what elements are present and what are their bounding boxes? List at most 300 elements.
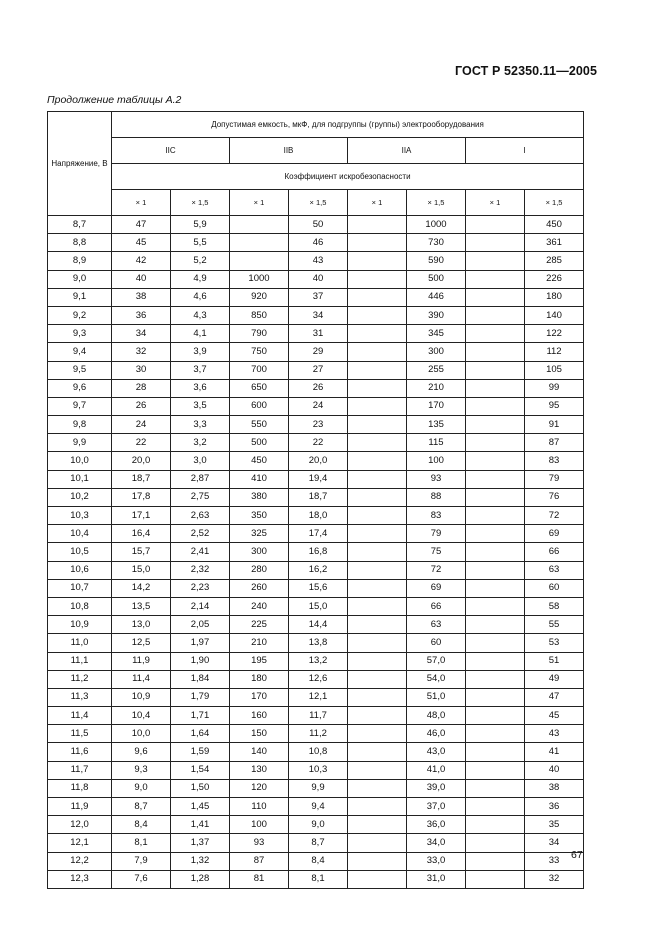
capacitance-cell: 2,05 [171,616,230,634]
capacitance-cell: 43 [525,725,584,743]
capacitance-cell: 31,0 [407,870,466,888]
capacitance-cell [466,634,525,652]
capacitance-cell [348,270,407,288]
voltage-cell: 11,8 [48,779,112,797]
capacitance-cell: 1,84 [171,670,230,688]
capacitance-cell [466,452,525,470]
table-row [48,434,584,452]
capacitance-cell: 5,5 [171,234,230,252]
capacitance-cell: 590 [407,252,466,270]
capacitance-cell: 18,0 [289,507,348,525]
capacitance-cell: 34 [112,325,171,343]
capacitance-cell: 17,1 [112,507,171,525]
capacitance-cell: 11,9 [112,652,171,670]
capacitance-cell: 27 [289,361,348,379]
voltage-cell: 11,6 [48,743,112,761]
capacitance-cell: 26 [289,379,348,397]
capacitance-cell: 600 [230,397,289,415]
voltage-cell: 9,0 [48,270,112,288]
table-row [48,652,584,670]
capacitance-cell [466,816,525,834]
capacitance-cell [348,288,407,306]
capacitance-cell [466,234,525,252]
capacitance-cell: 3,5 [171,397,230,415]
capacitance-cell: 15,6 [289,579,348,597]
table-row [48,361,584,379]
capacitance-cell [348,325,407,343]
capacitance-cell: 180 [525,288,584,306]
capacitance-cell: 83 [407,507,466,525]
capacitance-cell: 100 [407,452,466,470]
capacitance-cell: 8,4 [112,816,171,834]
capacitance-cell: 1,28 [171,870,230,888]
capacitance-cell: 140 [230,743,289,761]
table-row [48,616,584,634]
capacitance-cell: 22 [112,434,171,452]
voltage-cell: 10,6 [48,561,112,579]
capacitance-cell: 33 [525,852,584,870]
voltage-cell: 11,1 [48,652,112,670]
capacitance-cell: 112 [525,343,584,361]
capacitance-cell: 38 [525,779,584,797]
capacitance-cell: 37 [289,288,348,306]
capacitance-cell: 53 [525,634,584,652]
capacitance-cell: 43,0 [407,743,466,761]
table-row [48,561,584,579]
voltage-cell: 10,3 [48,507,112,525]
capacitance-cell: 46,0 [407,725,466,743]
capacitance-cell: 51,0 [407,688,466,706]
capacitance-cell [348,306,407,324]
coefficient-cell: × 1,5 [289,190,348,216]
capacitance-cell: 225 [230,616,289,634]
capacitance-cell: 13,5 [112,597,171,615]
capacitance-cell: 7,6 [112,870,171,888]
capacitance-cell: 4,6 [171,288,230,306]
capacitance-cell [348,488,407,506]
capacitance-cell: 14,4 [289,616,348,634]
table-row [48,852,584,870]
capacitance-cell: 16,8 [289,543,348,561]
capacitance-cell: 17,4 [289,525,348,543]
capacitance-cell: 76 [525,488,584,506]
voltage-cell: 12,2 [48,852,112,870]
capacitance-cell: 60 [407,634,466,652]
capacitance-cell: 45 [525,707,584,725]
capacitance-cell: 36 [112,306,171,324]
table-row [48,597,584,615]
capacitance-cell [466,852,525,870]
table-row [48,743,584,761]
capacitance-cell: 48,0 [407,707,466,725]
capacitance-cell: 2,87 [171,470,230,488]
table-row [48,325,584,343]
capacitance-cell [348,416,407,434]
capacitance-cell: 10,3 [289,761,348,779]
capacitance-cell: 140 [525,306,584,324]
voltage-cell: 10,0 [48,452,112,470]
coefficient-header: Коэффициент искробезопасности [112,164,584,190]
capacitance-cell [230,216,289,234]
capacitance-cell: 4,1 [171,325,230,343]
capacitance-cell: 34 [289,306,348,324]
coefficient-cell: × 1 [230,190,289,216]
capacitance-cell: 45 [112,234,171,252]
capacitance-cell: 1,97 [171,634,230,652]
table-row [48,252,584,270]
capacitance-cell [466,216,525,234]
capacitance-cell: 66 [525,543,584,561]
voltage-cell: 9,5 [48,361,112,379]
capacitance-cell: 1,32 [171,852,230,870]
capacitance-cell: 285 [525,252,584,270]
capacitance-cell: 195 [230,652,289,670]
capacitance-cell [348,743,407,761]
capacitance-cell: 30 [112,361,171,379]
capacitance-cell: 41,0 [407,761,466,779]
capacitance-cell: 1,64 [171,725,230,743]
table-caption: Продолжение таблицы А.2 [47,94,182,106]
capacitance-cell: 19,4 [289,470,348,488]
capacitance-cell: 72 [407,561,466,579]
voltage-cell: 10,5 [48,543,112,561]
capacitance-cell: 20,0 [289,452,348,470]
voltage-cell: 9,7 [48,397,112,415]
capacitance-cell [466,725,525,743]
capacitance-table [47,111,584,889]
capacitance-cell: 93 [230,834,289,852]
group-header: IIB [230,138,348,164]
capacitance-cell: 9,0 [289,816,348,834]
capacitance-cell: 500 [407,270,466,288]
capacitance-cell: 9,3 [112,761,171,779]
capacitance-cell: 41 [525,743,584,761]
voltage-cell: 10,1 [48,470,112,488]
voltage-cell: 9,1 [48,288,112,306]
capacitance-cell: 36,0 [407,816,466,834]
capacitance-cell: 37,0 [407,798,466,816]
capacitance-cell: 1,59 [171,743,230,761]
capacitance-cell: 11,4 [112,670,171,688]
table-row [48,670,584,688]
coefficient-cell: × 1 [112,190,171,216]
capacitance-cell: 63 [525,561,584,579]
capacitance-cell: 9,9 [289,779,348,797]
capacitance-cell [466,325,525,343]
capacitance-cell: 361 [525,234,584,252]
capacitance-cell: 730 [407,234,466,252]
capacitance-cell: 40 [112,270,171,288]
capacitance-cell: 87 [525,434,584,452]
table-row [48,579,584,597]
capacitance-cell: 3,0 [171,452,230,470]
capacitance-cell: 72 [525,507,584,525]
capacitance-cell: 100 [230,816,289,834]
voltage-cell: 9,9 [48,434,112,452]
voltage-cell: 8,8 [48,234,112,252]
capacitance-cell [466,798,525,816]
capacitance-cell: 14,2 [112,579,171,597]
voltage-cell: 8,9 [48,252,112,270]
capacitance-cell [348,543,407,561]
capacitance-cell: 210 [230,634,289,652]
capacitance-cell: 50 [289,216,348,234]
capacitance-cell: 38 [112,288,171,306]
capacitance-cell: 66 [407,597,466,615]
capacitance-cell: 3,6 [171,379,230,397]
capacitance-cell: 15,0 [112,561,171,579]
voltage-cell: 9,2 [48,306,112,324]
capacitance-cell [466,270,525,288]
table-row [48,379,584,397]
voltage-cell: 11,0 [48,634,112,652]
table-row [48,488,584,506]
capacitance-cell: 790 [230,325,289,343]
capacitance-cell: 24 [112,416,171,434]
capacitance-cell: 160 [230,707,289,725]
capacitance-cell: 22 [289,434,348,452]
capacitance-cell: 54,0 [407,670,466,688]
capacitance-cell [466,834,525,852]
capacitance-cell: 1000 [230,270,289,288]
capacitance-cell: 446 [407,288,466,306]
capacitance-cell: 325 [230,525,289,543]
capacitance-cell [348,470,407,488]
capacitance-cell: 1,90 [171,652,230,670]
capacitance-cell [230,252,289,270]
capacitance-cell: 18,7 [112,470,171,488]
voltage-cell: 11,4 [48,707,112,725]
capacitance-cell: 58 [525,597,584,615]
capacitance-cell [466,507,525,525]
capacitance-cell: 99 [525,379,584,397]
coefficient-cell: × 1,5 [525,190,584,216]
capacitance-cell: 95 [525,397,584,415]
capacitance-cell: 36 [525,798,584,816]
capacitance-cell: 210 [407,379,466,397]
capacitance-cell: 500 [230,434,289,452]
voltage-cell: 9,4 [48,343,112,361]
capacitance-cell: 91 [525,416,584,434]
capacitance-cell: 1,71 [171,707,230,725]
capacitance-cell [348,397,407,415]
capacitance-cell: 42 [112,252,171,270]
capacitance-cell: 300 [407,343,466,361]
capacitance-cell: 69 [525,525,584,543]
voltage-cell: 10,8 [48,597,112,615]
capacitance-cell: 23 [289,416,348,434]
voltage-cell: 11,7 [48,761,112,779]
capacitance-cell: 1,54 [171,761,230,779]
table-row [48,634,584,652]
capacitance-cell [466,652,525,670]
voltage-cell: 10,7 [48,579,112,597]
capacitance-cell [466,252,525,270]
capacitance-cell: 10,8 [289,743,348,761]
capacitance-cell: 300 [230,543,289,561]
capacitance-cell: 46 [289,234,348,252]
capacitance-cell: 13,8 [289,634,348,652]
capacitance-cell: 2,14 [171,597,230,615]
capacitance-cell: 4,9 [171,270,230,288]
capacitance-cell: 122 [525,325,584,343]
capacitance-cell: 920 [230,288,289,306]
capacitance-cell: 130 [230,761,289,779]
capacitance-cell: 87 [230,852,289,870]
voltage-cell: 11,9 [48,798,112,816]
coefficient-cell: × 1 [348,190,407,216]
capacitance-cell: 150 [230,725,289,743]
capacitance-cell: 26 [112,397,171,415]
voltage-cell: 11,3 [48,688,112,706]
capacitance-cell [348,379,407,397]
capacitance-cell [466,361,525,379]
table-row [48,798,584,816]
capacitance-cell: 120 [230,779,289,797]
table-row [48,761,584,779]
capacitance-cell: 5,2 [171,252,230,270]
capacitance-cell: 93 [407,470,466,488]
table-row [48,816,584,834]
capacitance-cell [466,743,525,761]
capacitance-cell: 170 [230,688,289,706]
capacitance-cell [348,507,407,525]
capacitance-cell: 88 [407,488,466,506]
capacitance-cell: 850 [230,306,289,324]
capacitance-cell: 63 [407,616,466,634]
capacitance-cell [348,725,407,743]
capacitance-cell [466,434,525,452]
capacitance-cell [466,525,525,543]
voltage-cell: 10,4 [48,525,112,543]
capacitance-cell: 35 [525,816,584,834]
capacitance-cell: 16,4 [112,525,171,543]
capacitance-cell [466,616,525,634]
capacitance-cell: 3,7 [171,361,230,379]
capacitance-cell [466,707,525,725]
capacitance-cell [348,579,407,597]
capacitance-cell: 650 [230,379,289,397]
capacitance-cell: 10,9 [112,688,171,706]
capacitance-cell: 110 [230,798,289,816]
capacitance-cell: 51 [525,652,584,670]
capacitance-cell: 1,41 [171,816,230,834]
capacitance-cell [348,361,407,379]
capacitance-cell: 1,50 [171,779,230,797]
table-row [48,834,584,852]
capacitance-cell: 280 [230,561,289,579]
capacitance-cell: 8,1 [112,834,171,852]
table-row [48,306,584,324]
capacitance-cell [348,652,407,670]
capacitance-cell: 69 [407,579,466,597]
document-header: ГОСТ Р 52350.11—2005 [455,64,598,78]
capacitance-cell [466,343,525,361]
capacitance-cell [466,416,525,434]
capacitance-cell: 1000 [407,216,466,234]
capacitance-cell [348,852,407,870]
coefficient-cell: × 1 [466,190,525,216]
capacitance-cell: 47 [112,216,171,234]
capacitance-cell: 1,79 [171,688,230,706]
capacitance-cell: 57,0 [407,652,466,670]
table-row [48,688,584,706]
capacitance-cell: 40 [289,270,348,288]
capacitance-cell: 450 [525,216,584,234]
capacitance-cell: 3,2 [171,434,230,452]
capacitance-cell [348,452,407,470]
capacitance-cell: 10,0 [112,725,171,743]
capacitance-cell: 34 [525,834,584,852]
capacitance-cell: 33,0 [407,852,466,870]
capacitance-cell: 226 [525,270,584,288]
capacitance-cell [348,870,407,888]
group-header: IIC [112,138,230,164]
capacitance-cell [348,561,407,579]
capacitance-cell [348,597,407,615]
capacitance-cell: 8,7 [112,798,171,816]
voltage-cell: 12,3 [48,870,112,888]
capacitance-cell: 12,5 [112,634,171,652]
table-row [48,470,584,488]
capacitance-cell: 3,3 [171,416,230,434]
table-row [48,452,584,470]
capacitance-cell: 47 [525,688,584,706]
voltage-cell: 12,1 [48,834,112,852]
capacitance-cell [230,234,289,252]
capacitance-cell: 7,9 [112,852,171,870]
capacitance-cell [348,779,407,797]
capacitance-cell: 390 [407,306,466,324]
capacitance-cell: 28 [112,379,171,397]
capacitance-cell: 11,7 [289,707,348,725]
capacitance-cell: 10,4 [112,707,171,725]
capacitance-cell [348,761,407,779]
capacitance-cell [466,761,525,779]
capacitance-cell: 11,2 [289,725,348,743]
voltage-cell: 11,2 [48,670,112,688]
capacitance-cell: 410 [230,470,289,488]
capacitance-cell [466,543,525,561]
capacitance-cell [348,834,407,852]
capacitance-cell: 105 [525,361,584,379]
group-header: IIA [348,138,466,164]
capacitance-cell: 2,63 [171,507,230,525]
capacitance-cell: 550 [230,416,289,434]
capacitance-cell [348,434,407,452]
capacitance-cell [348,252,407,270]
capacitance-cell: 9,4 [289,798,348,816]
voltage-cell: 9,3 [48,325,112,343]
capacitance-cell: 32 [112,343,171,361]
capacitance-cell: 34,0 [407,834,466,852]
capacitance-cell [348,234,407,252]
table-row [48,779,584,797]
capacitance-cell: 40 [525,761,584,779]
capacitance-cell [466,397,525,415]
capacitance-cell: 380 [230,488,289,506]
capacitance-cell: 17,8 [112,488,171,506]
capacitance-cell: 180 [230,670,289,688]
voltage-cell: 9,6 [48,379,112,397]
table-row [48,270,584,288]
capacitance-cell: 2,23 [171,579,230,597]
capacitance-cell: 3,9 [171,343,230,361]
capacitance-cell: 12,6 [289,670,348,688]
capacitance-cell [466,579,525,597]
capacitance-cell: 170 [407,397,466,415]
capacitance-cell: 135 [407,416,466,434]
